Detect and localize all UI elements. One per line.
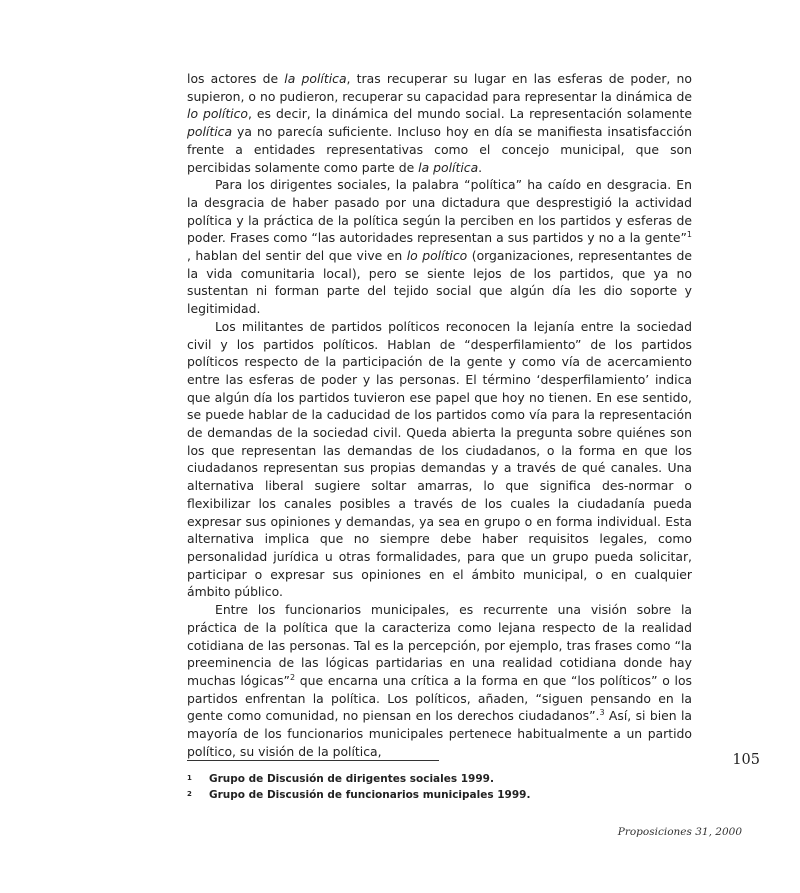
italic-text: la política	[418, 159, 479, 175]
footnote-ref: 2	[289, 672, 296, 682]
text-segment: Para los dirigentes sociales, la palabra “política” ha caído en desgracia. En la desgracia de haber pasado por una dictadura que desprestigió la actividad política y la práctica de la política según la perciben en los partidos y esferas de poder. Frases como “las autoridades representan a sus partidos y no a la gente”	[187, 177, 692, 246]
text-segment: , es decir, la dinámica del mundo social. La representación solamente	[248, 106, 692, 122]
footnote-ref: 3	[599, 708, 605, 718]
text-segment: Los militantes de partidos políticos reconocen la lejanía entre la sociedad civil y los partidos políticos. Hablan de “desperfilamiento” de los partidos políticos respecto de la participación de la gente y como vía de acercamiento entre las esferas de poder y las personas. El término ‘desperfilamiento’ indica que algún día los partidos tuvieron ese papel que hoy no tienen. En ese sentido, se puede hablar de la caducidad de los partidos como vía para la representación de demandas de la sociedad civil. Queda abierta la pregunta sobre quiénes son los que representan las demandas de los ciudadanos, o la forma en que los ciudadanos representan sus propias demandas y a través de qué canales. Una alternativa liberal sugiere soltar amarras, lo que significa des-normar o flexibilizar los canales posibles a través de los cuales la ciudadanía pueda expresar sus opiniones y demandas, ya sea en grupo o en forma individual. Esta alternativa implica que no siempre debe haber requisitos legales, como personalidad jurídica u otras formalidades, para que un grupo pueda solicitar, participar o expresar sus opiniones en el ámbito municipal, o en cualquier ámbito público.	[187, 318, 692, 600]
paragraph	[187, 70, 692, 176]
footnote-divider	[187, 760, 439, 761]
journal-citation: Proposiciones 31, 2000	[617, 826, 742, 838]
text-segment: Entre los funcionarios municipales, es recurrente una visión sobre la práctica de la política que la caracteriza como lejana respecto de la realidad cotidiana de las personas. Tal es la percepción, por ejemplo, tras frases como “la preeminencia de las lógicas partidarias en una realidad cotidiana donde hay muchas lógicas”	[187, 602, 692, 688]
footnote-text: Grupo de Discusión de dirigentes sociales 1999.	[209, 773, 494, 785]
footnote	[187, 788, 607, 804]
italic-text: lo político	[406, 248, 468, 264]
footnote-ref: 1	[686, 230, 692, 240]
text-segment: .	[478, 159, 483, 175]
footnote-mark: 1	[187, 774, 192, 782]
body-text	[187, 70, 692, 760]
footnote	[187, 772, 607, 788]
footnotes	[187, 772, 607, 803]
text-segment: , tras recuperar su lugar en las esferas de poder, no supieron, o no pudieron, recuperar su capacidad para representar la dinámica de	[187, 71, 692, 104]
italic-text: política	[187, 124, 233, 140]
text-segment: (organizaciones, representantes de la vida comunitaria local), pero se siente lejos de los partidos, que ya no sustentan ni forman parte del tejido social que algún día les dio soporte y legitimidad.	[187, 248, 692, 317]
italic-text: lo político	[187, 106, 249, 122]
paragraph	[187, 601, 692, 760]
text-segment: que encarna una crítica a la forma en que “los políticos” o los partidos enfrentan la política. Los políticos, añaden, “siguen pensando en la gente como comunidad, no piensan en los derechos ciudadanos”.	[187, 672, 693, 724]
page-number: 105	[732, 752, 760, 768]
text-segment: ya no parecía suficiente. Incluso hoy en día se manifiesta insatisfacción frente a entidades representativas como el concejo municipal, que son percibidas solamente como parte de	[187, 124, 692, 175]
footnote-mark: 2	[187, 789, 192, 798]
italic-text: la política	[284, 71, 347, 86]
footnote-text: Grupo de Discusión de funcionarios municipales 1999.	[209, 788, 531, 801]
text-segment: los actores de	[187, 71, 285, 86]
paragraph	[187, 176, 692, 318]
text-segment: , hablan del sentir del que vive en	[187, 248, 407, 264]
paragraph	[187, 318, 692, 601]
text-segment: Así, si bien la mayoría de los funcionarios municipales pertenece habitualmente a un partido político, su visión de la política,	[187, 708, 692, 759]
